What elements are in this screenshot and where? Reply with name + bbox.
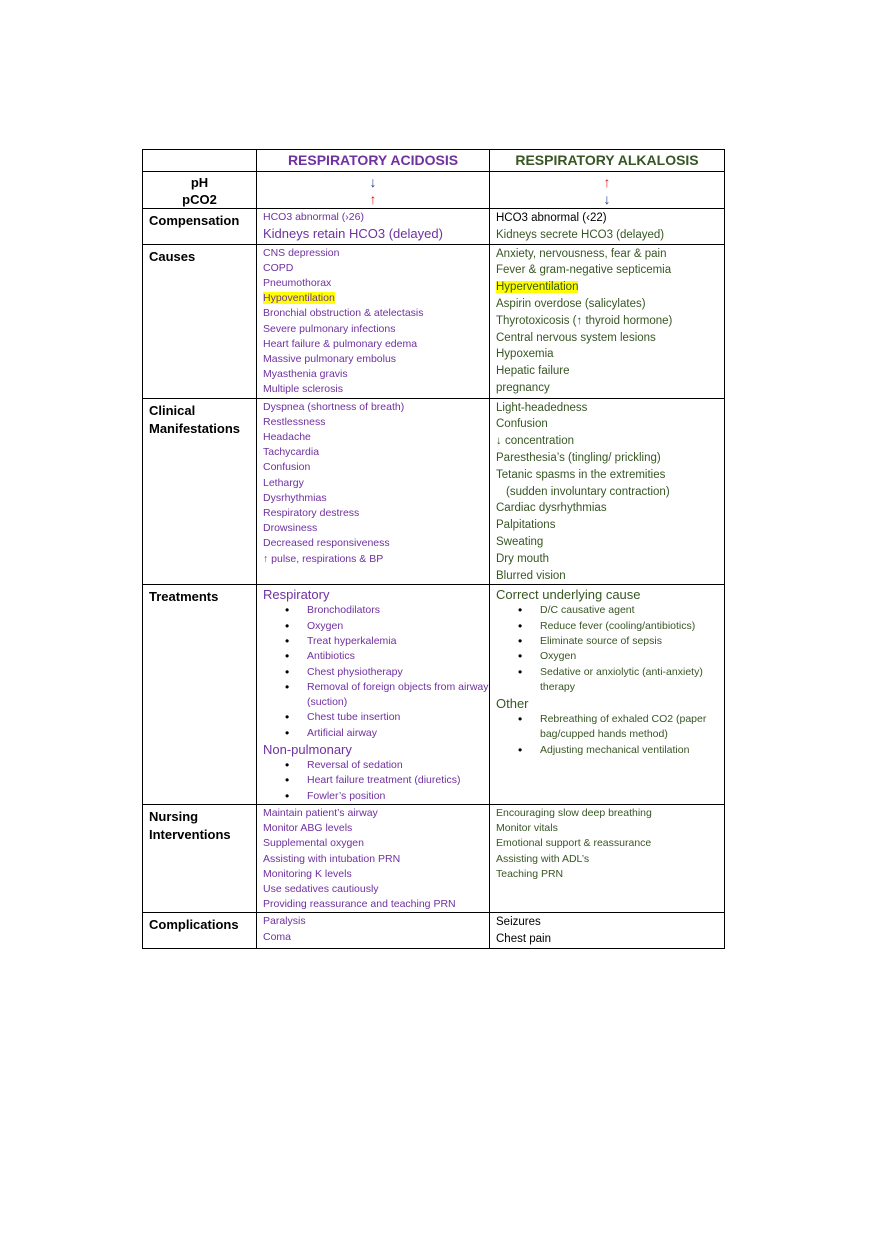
list-item: • Reduce fever (cooling/antibiotics)	[496, 619, 724, 634]
arrow-down-icon: ↓	[369, 174, 377, 190]
list-item: Decreased responsiveness	[263, 537, 390, 550]
compensation-alkalosis	[490, 209, 725, 245]
list-item: Monitor ABG levels	[263, 822, 353, 835]
compensation-row	[143, 209, 725, 245]
list-item: CNS depression	[263, 246, 340, 259]
causes-acidosis	[257, 244, 490, 398]
nursing-label	[143, 804, 257, 912]
pco2-label: pCO2	[182, 192, 217, 207]
list-item: Paralysis	[263, 915, 306, 928]
list-item: • Sedative or anxiolytic (anti-anxiety) therapy	[496, 665, 724, 696]
clinical-label-line: Clinical	[149, 402, 196, 418]
list-item: COPD	[263, 261, 294, 274]
list-item: Heart failure & pulmonary edema	[263, 337, 418, 350]
list-item: Hypoxemia	[496, 348, 554, 361]
header-row	[143, 150, 725, 172]
bullet-list	[263, 758, 489, 804]
compensation-acidosis	[257, 209, 490, 245]
list-item: Multiple sclerosis	[263, 383, 343, 396]
complications-row	[143, 913, 725, 949]
list-item: • Heart failure treatment (diuretics)	[263, 773, 489, 788]
arrow-up-icon: ↑	[369, 191, 377, 207]
list-item: Myasthenia gravis	[263, 368, 348, 381]
list-item: • Adjusting mechanical ventilation	[496, 743, 724, 758]
list-item: Maintain patient’s airway	[263, 806, 378, 819]
list-item: Massive pulmonary embolus	[263, 353, 397, 366]
causes-alkalosis	[490, 244, 725, 398]
ph-row	[143, 172, 725, 209]
list-item: Kidneys secrete HCO3 (delayed)	[496, 228, 665, 241]
corner-cell	[143, 150, 257, 172]
list-item: Dysrhythmias	[263, 491, 327, 504]
list-item: • D/C causative agent	[496, 603, 724, 618]
list-item: Seizures	[496, 916, 541, 929]
clinical-row	[143, 398, 725, 585]
list-item: Assisting with ADL’s	[496, 852, 590, 865]
list-item: Respiratory destress	[263, 507, 360, 520]
list-item: Sweating	[496, 536, 544, 548]
list-item: pregnancy	[496, 381, 550, 394]
list-item: Emotional support & reassurance	[496, 837, 652, 850]
list-item: ↓ concentration	[496, 435, 574, 448]
list-item: Tetanic spasms in the extremities	[496, 468, 666, 481]
treatments-acidosis	[257, 585, 490, 805]
nursing-row	[143, 804, 725, 912]
acid-base-table	[142, 149, 725, 949]
list-item: Teaching PRN	[496, 867, 564, 880]
list-item: • Fowler’s position	[263, 789, 489, 804]
complications-acidosis	[257, 913, 490, 949]
list-item: Providing reassurance and teaching PRN	[263, 898, 456, 911]
list-item: Fever & gram-negative septicemia	[496, 264, 672, 277]
clinical-alkalosis	[490, 398, 725, 585]
list-item: Monitoring K levels	[263, 867, 352, 880]
nursing-acidosis	[257, 804, 490, 912]
list-item: Hepatic failure	[496, 365, 570, 378]
list-item: Use sedatives cautiously	[263, 882, 379, 895]
alkalosis-arrows	[490, 172, 725, 209]
highlighted-item: Hypoventilation	[263, 292, 335, 305]
clinical-label-line: Manifestations	[149, 420, 241, 436]
complications-label: Complications	[143, 913, 257, 949]
list-item: Central nervous system lesions	[496, 331, 656, 344]
list-item: • Rebreathing of exhaled CO2 (paper bag/cupped hands method)	[496, 712, 724, 743]
list-item: Anxiety, nervousness, fear & pain	[496, 247, 667, 260]
causes-row	[143, 244, 725, 398]
list-item: Pneumothorax	[263, 277, 332, 289]
nursing-label-line: Nursing	[149, 808, 199, 824]
highlighted-item: Hyperventilation	[496, 281, 579, 294]
list-item: Encouraging slow deep breathing	[496, 806, 652, 819]
list-item: Headache	[263, 431, 311, 444]
alkalosis-header: RESPIRATORY ALKALOSIS	[490, 150, 725, 172]
list-item: Severe pulmonary infections	[263, 322, 396, 335]
ph-label: pH	[190, 175, 209, 190]
list-item: Paresthesia’s (tingling/ prickling)	[496, 452, 661, 465]
list-item: • Reversal of sedation	[263, 758, 489, 773]
list-item: Monitor vitals	[496, 822, 558, 835]
arrow-down-icon: ↓	[603, 191, 611, 207]
bullet-list	[263, 603, 489, 741]
list-item: ↑ pulse, respirations & BP	[263, 552, 384, 565]
subheading: Respiratory	[263, 587, 330, 603]
treatments-row	[143, 585, 725, 805]
list-item: • Treat hyperkalemia	[263, 634, 489, 649]
list-item: • Chest tube insertion	[263, 710, 489, 725]
list-item: Confusion	[263, 461, 311, 474]
treatments-label: Treatments	[143, 585, 257, 805]
list-item: Assisting with intubation PRN	[263, 852, 401, 865]
list-item: • Chest physiotherapy	[263, 665, 489, 680]
arrow-up-icon: ↑	[603, 174, 611, 190]
list-item: Dyspnea (shortness of breath)	[263, 400, 405, 413]
list-item: • Removal of foreign objects from airway (suction)	[263, 680, 489, 711]
list-item: Lethargy	[263, 476, 304, 489]
list-item: • Oxygen	[496, 649, 724, 664]
list-item: Tachycardia	[263, 446, 320, 459]
subheading: Other	[496, 696, 529, 712]
list-item: HCO3 abnormal (›26)	[263, 211, 364, 223]
list-item: Dry mouth	[496, 552, 550, 565]
acidosis-header: RESPIRATORY ACIDOSIS	[257, 150, 490, 172]
list-item: Restlessness	[263, 415, 326, 428]
nursing-label-line: Interventions	[149, 826, 231, 842]
bullet-list	[496, 712, 724, 758]
ph-label-cell	[143, 172, 257, 209]
list-item: • Antibiotics	[263, 649, 489, 664]
list-item: Light-headedness	[496, 401, 588, 414]
list-item: (sudden involuntary contraction)	[506, 485, 670, 498]
list-item: • Oxygen	[263, 619, 489, 634]
compensation-label: Compensation	[143, 209, 257, 245]
causes-label: Causes	[143, 244, 257, 398]
clinical-acidosis	[257, 398, 490, 585]
list-item: Chest pain	[496, 933, 551, 946]
clinical-label	[143, 398, 257, 585]
list-item: Kidneys retain HCO3 (delayed)	[263, 226, 443, 242]
list-item: Cardiac dysrhythmias	[496, 502, 607, 515]
list-item: Drowsiness	[263, 522, 318, 535]
list-item: • Artificial airway	[263, 726, 489, 741]
list-item: Bronchial obstruction & atelectasis	[263, 307, 424, 320]
subheading: Non-pulmonary	[263, 742, 352, 758]
subheading: Correct underlying cause	[496, 587, 641, 603]
list-item: Coma	[263, 930, 292, 943]
list-item: • Bronchodilators	[263, 603, 489, 618]
list-item: Blurred vision	[496, 569, 566, 582]
list-item: Confusion	[496, 418, 548, 431]
treatments-alkalosis	[490, 585, 725, 805]
acidosis-arrows	[257, 172, 490, 209]
nursing-alkalosis	[490, 804, 725, 912]
list-item: • Eliminate source of sepsis	[496, 634, 724, 649]
list-item: Palpitations	[496, 519, 556, 532]
list-item: HCO3 abnormal (‹22)	[496, 212, 607, 224]
list-item: Thyrotoxicosis (↑ thyroid hormone)	[496, 314, 673, 327]
bullet-list	[496, 603, 724, 695]
complications-alkalosis	[490, 913, 725, 949]
list-item: Aspirin overdose (salicylates)	[496, 297, 646, 310]
list-item: Supplemental oxygen	[263, 837, 364, 850]
